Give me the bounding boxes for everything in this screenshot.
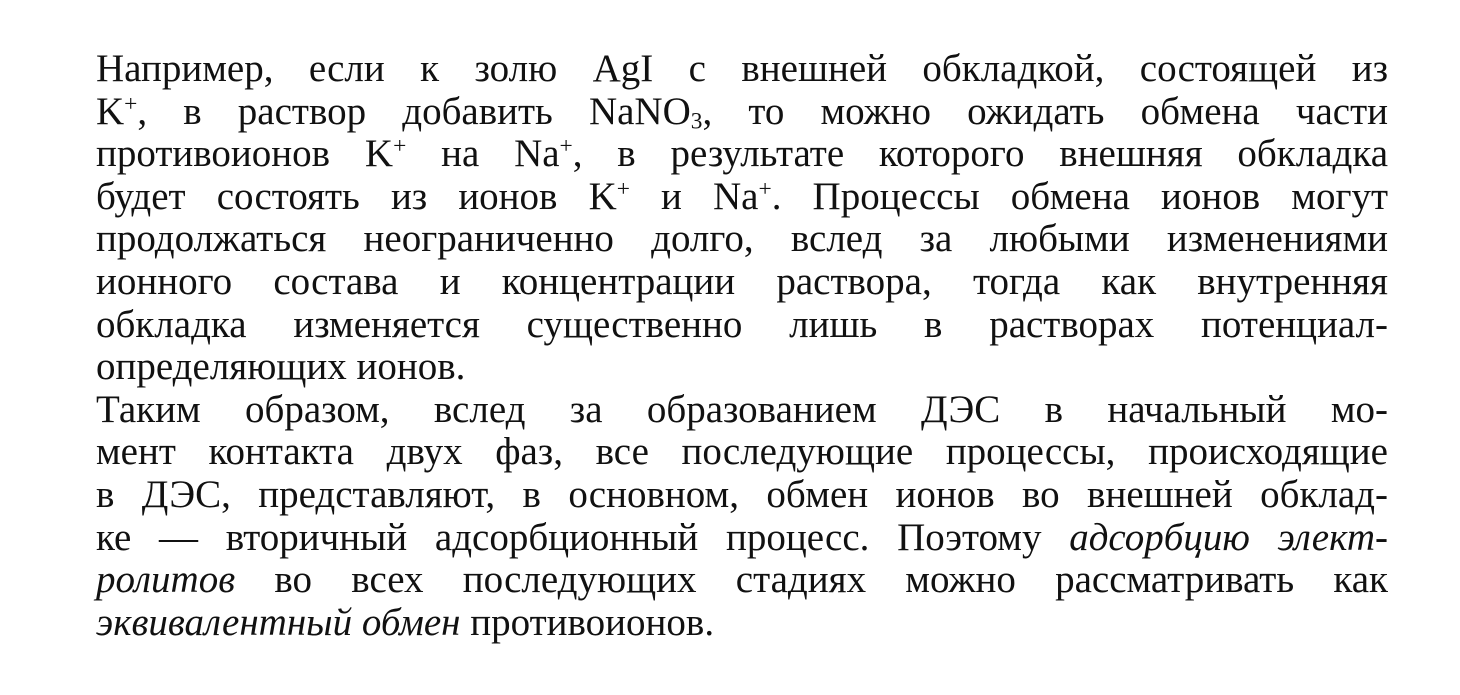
text-line: продолжаться неограниченно долго, вслед за любыми изменениями [96, 217, 1388, 261]
text-line: противоионов K+ на Na+, в результате которого внешняя обкладка [96, 132, 1389, 176]
emphasis-text: эквивалентный обмен [96, 600, 461, 644]
paragraph-2 [30, 389, 1388, 645]
emphasis-text: ролитов [96, 558, 236, 602]
document-page [30, 48, 1388, 644]
text-line: будет состоять из ионов K+ и Na+. Процессы обмена ионов могут [96, 174, 1388, 218]
text-line: ке — вторичный адсорбционный процесс. Поэтому адсорбцию элект- [96, 515, 1388, 559]
text-line: в ДЭС, представляют, в основном, обмен ионов во внешней обклад- [96, 472, 1388, 516]
text-line: ионного состава и концентрации раствора, тогда как внутренняя [96, 259, 1388, 303]
text-line: эквивалентный обмен противоионов. [96, 600, 715, 644]
paragraph-1 [30, 48, 1388, 389]
text-line: Таким образом, вслед за образованием ДЭС в начальный мо- [96, 387, 1388, 431]
text-line: обкладка изменяется существенно лишь в растворах потенциал- [96, 302, 1388, 346]
text-line: определяющих ионов. [96, 345, 466, 389]
text-line: K+, в раствор добавить NaNO$_3$, то можно ожидать обмена части [96, 89, 1388, 135]
text-line: мент контакта двух фаз, все последующие процессы, происходящие [96, 430, 1388, 474]
text-line: ролитов во всех последующих стадиях можно рассматривать как [96, 558, 1388, 602]
emphasis-text: адсорбцию элект- [1069, 515, 1388, 559]
text-line: Например, если к золю AgI с внешней обкладкой, состоящей из [96, 47, 1388, 90]
